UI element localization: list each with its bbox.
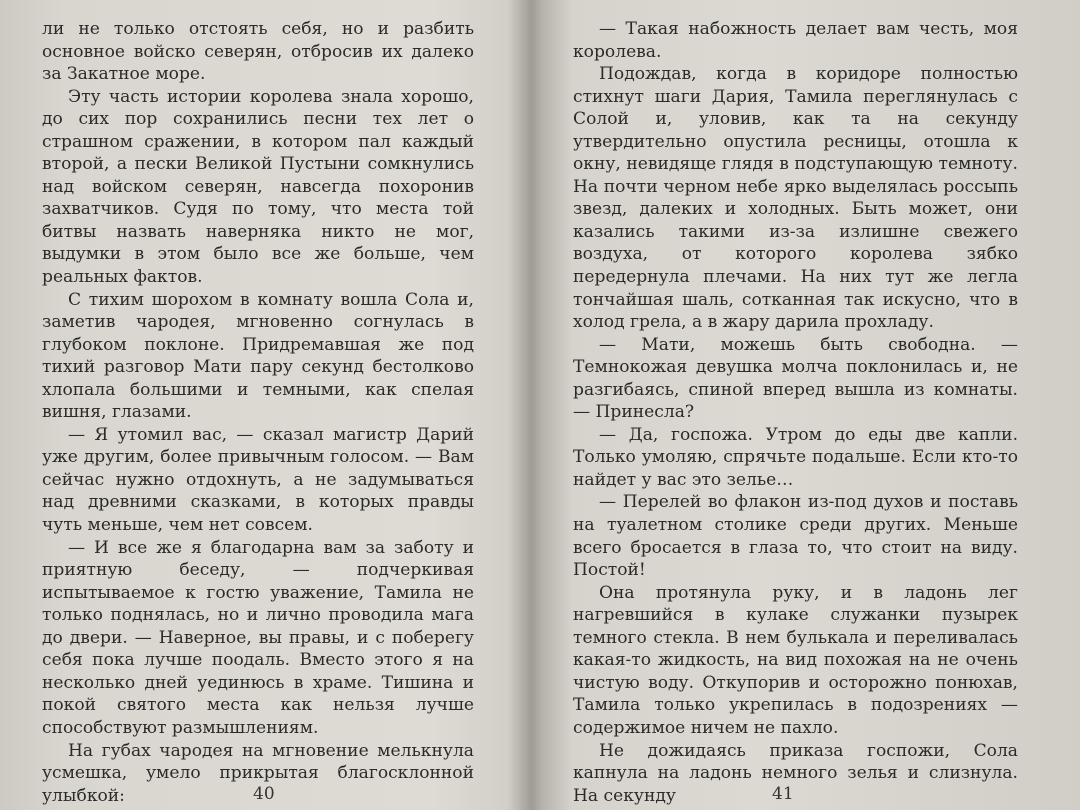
- paragraph: Не дожидаясь приказа госпожи, Сола капнула на ладонь немного зелья и слизнула. На секунду: [573, 740, 1018, 806]
- right-page-text: [573, 18, 1018, 807]
- paragraph: — Да, госпожа. Утром до еды две капли. Только умоляю, спрячьте подальше. Если кто-то найдет у вас это зелье…: [573, 424, 1018, 490]
- left-page: [0, 0, 530, 810]
- paragraph: Подождав, когда в коридоре полностью стихнут шаги Дария, Тамила переглянулась с Солой и, уловив, как та на секунду утвердительно опустила ресницы, отошла к окну, невидяще глядя в подступающую темноту. На почти черном небе ярко выделялась россыпь звезд, далеких и холодных. Быть может, они казались такими из-за излишне свежего воздуха, от которого королева зябко передернула плечами. На них тут же легла тончайшая шаль, сотканная так искусно, что в холод грела, а в жару дарила прохладу.: [573, 64, 1018, 333]
- paragraph: — Перелей во флакон из-под духов и поставь на туалетном столике среди других. Меньше всего бросается в глаза то, что стоит на виду. Постой!: [573, 492, 1018, 581]
- paragraph: Она протянула руку, и в ладонь лег нагревшийся в кулаке служанки пузырек темного стекла. В нем булькала и переливалась какая-то жидкость, на вид похожая на не очень чистую воду. Откупорив и осторожно понюхав, Тамила только укрепилась в подозрениях — содержимое ничем не пахло.: [573, 582, 1018, 738]
- left-page-text: [42, 18, 474, 807]
- paragraph: ли не только отстоять себя, но и разбить основное войско северян, отбросив их далеко за Закатное море.: [42, 19, 474, 85]
- paragraph: — И все же я благодарна вам за заботу и приятную беседу, — подчеркивая испытываемое к гостю уважение, Тамила не только поднялась, но и лично проводила мага до двери. — Наверное, вы правы, и с поберегу себя пока лучше поодаль. Вместо этого я на несколько дней уединюсь в храме. Тишина и покой святого места как нельзя лучше способствуют размышлениям.: [42, 537, 474, 738]
- paragraph: — Я утомил вас, — сказал магистр Дарий уже другим, более привычным голосом. — Вам сейчас нужно отдохнуть, а не задумываться над древними сказками, в которых правды чуть меньше, чем нет совсем.: [42, 424, 474, 536]
- paragraph: — Такая набожность делает вам честь, моя королева.: [573, 19, 1018, 62]
- page-number-right: 41: [772, 784, 794, 804]
- paragraph: Эту часть истории королева знала хорошо, до сих пор сохранились песни тех лет о страшном сражении, в котором пал каждый второй, а пески Великой Пустыни сомкнулись над войском северян, навсегда похоронив захватчиков. Судя по тому, что места той битвы назвать наверняка никто не мог, выдумки в этом было все же больше, чем реальных фактов.: [42, 86, 474, 288]
- paragraph: — Мати, можешь быть свободна. — Темнокожая девушка молча поклонилась и, не разгибаясь, спиной вперед вышла из комнаты. — Принесла?: [573, 334, 1018, 423]
- right-page: [548, 0, 1080, 810]
- paragraph: С тихим шорохом в комнату вошла Сола и, заметив чародея, мгновенно согнулась в глубоком поклоне. Придремавшая же под тихий разговор Мати пару секунд бестолково хлопала большими и темными, как спелая вишня, глазами.: [42, 289, 474, 423]
- paragraph: На губах чародея на мгновение мелькнула усмешка, умело прикрытая благосклонной улыбкой:: [42, 740, 474, 806]
- page-number-left: 40: [253, 784, 275, 804]
